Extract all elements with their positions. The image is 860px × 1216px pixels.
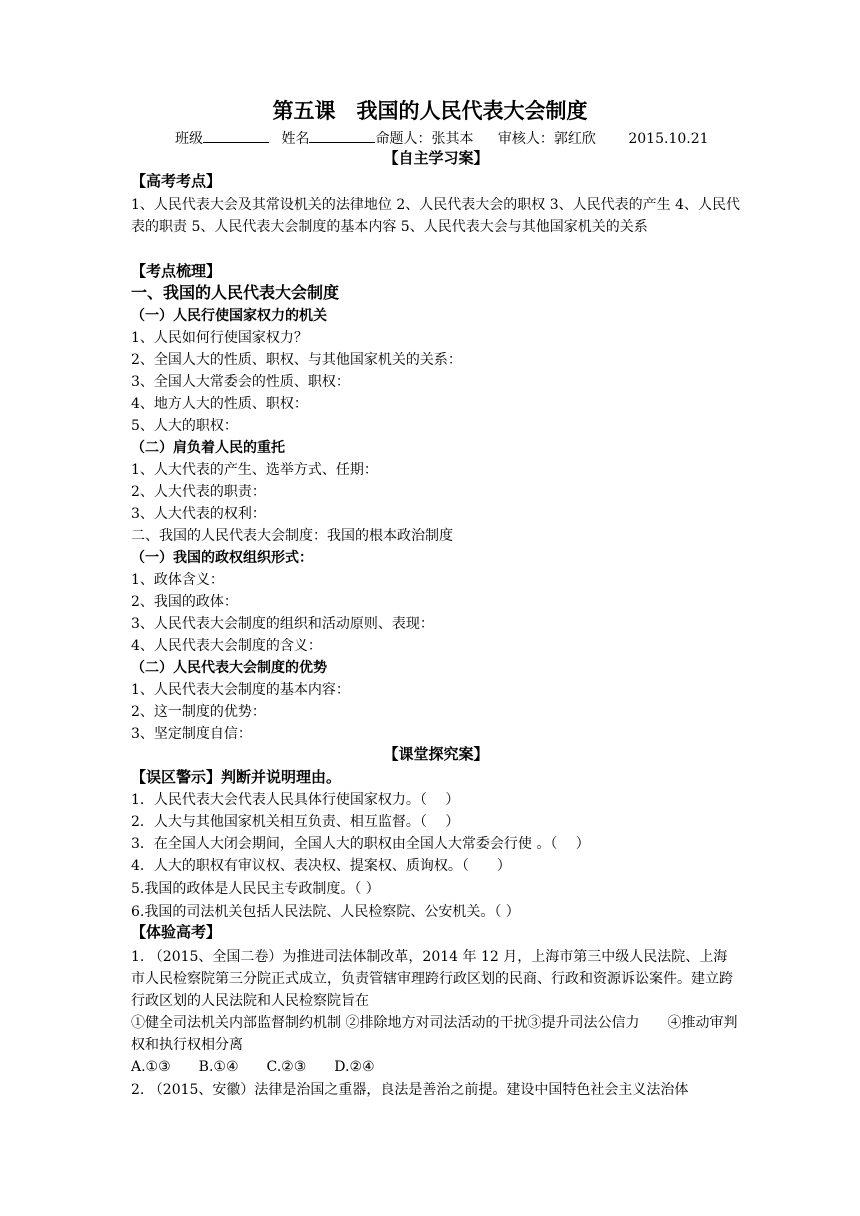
question-2-stem: 2. （2015、安徽）法律是治国之重器，良法是善治之前提。建设中国特色社会主义法治体 — [131, 1082, 689, 1098]
question-1-stem: 1. （2015、全国二卷）为推进司法体制改革，2014 年 12 月，上海市第三中级人民法院、上海市人民检察院第三分院正式成立，负责管辖审理跨行政区划的民商、行政和资源诉讼案件。建立跨行政区划的人民法院和人民检察院旨在 — [131, 949, 733, 1009]
list-item: 1、人民代表大会制度的基本内容： — [131, 682, 350, 698]
name-blank — [309, 128, 375, 143]
reviewer-label: 审核人：郭红欣 — [497, 131, 596, 147]
shuli-heading: 【考点梳理】 — [131, 262, 222, 280]
question-1-options: ①健全司法机关内部监督制约机制 ②排除地方对司法活动的干扰③提升司法公信力 ④推动审判权和执行权相分离 — [131, 1015, 738, 1053]
list-item: 2、全国人大的性质、职权、与其他国家机关的关系： — [131, 352, 462, 368]
class-blank — [203, 128, 269, 143]
tiyan-heading: 【体验高考】 — [131, 923, 222, 941]
list-item: 1、人民如何行使国家权力？ — [131, 330, 308, 346]
list-item: 4、人民代表大会制度的含义： — [131, 638, 322, 654]
part1-sub1: （一）人民行使国家权力的机关 — [131, 308, 327, 324]
date-label: 2015.10.21 — [628, 131, 709, 147]
class-label: 班级 — [175, 131, 203, 147]
list-item: 5、人大的职权： — [131, 418, 238, 434]
list-item: 2、我国的政体： — [131, 594, 238, 610]
judgement-item: 6.我国的司法机关包括人民法院、人民检察院、公安机关。（ ） — [131, 904, 520, 920]
list-item: 3、人大代表的权利： — [131, 506, 266, 522]
judgement-item: 1．人民代表大会代表人民具体行使国家权力。（ ） — [131, 792, 460, 808]
judgement-item: 3．在全国人大闭会期间，全国人大的职权由全国人大常委会行使 。（ ） — [131, 836, 590, 852]
list-item: 3、坚定制度自信： — [131, 726, 252, 742]
list-item: 2、这一制度的优势： — [131, 704, 266, 720]
list-item: 1、政体含义： — [131, 572, 224, 588]
wuqu-heading: 【误区警示】判断并说明理由。 — [131, 768, 342, 786]
kaodian-text: 1、人民代表大会及其常设机关的法律地位 2、人民代表大会的职权 3、人民代表的产生 4、人民代表的职责 5、人民代表大会制度的基本内容 5、人民代表大会与其他国家机关的关系 — [131, 197, 740, 235]
section-title-classroom: 【课堂探究案】 — [383, 745, 489, 763]
part1-sub2: （二）肩负着人民的重托 — [131, 440, 285, 456]
document-meta — [175, 128, 735, 148]
list-item: 3、人民代表大会制度的组织和活动原则、表现： — [131, 616, 434, 632]
list-item: 4、地方人大的性质、职权： — [131, 396, 308, 412]
section-title-self-study: 【自主学习案】 — [383, 149, 489, 167]
judgement-item: 4．人大的职权有审议权、表决权、提案权、质询权。（ ） — [131, 858, 511, 874]
judgement-item: 5.我国的政体是人民民主专政制度。（ ） — [131, 881, 380, 897]
judgement-item: 2．人大与其他国家机关相互负责、相互监督。（ ） — [131, 814, 460, 830]
author-label: 命题人：张其本 — [375, 131, 474, 147]
part1-title: 一、我国的人民代表大会制度 — [131, 283, 340, 302]
name-label: 姓名 — [281, 131, 310, 147]
question-1-choices: A.①③ B.①④ C.②③ D.②④ — [131, 1059, 375, 1075]
document-title: 第五课 我国的人民代表大会制度 — [272, 98, 588, 123]
list-item: 2、人大代表的职责： — [131, 484, 266, 500]
part2-title: 二、我国的人民代表大会制度：我国的根本政治制度 — [131, 528, 453, 544]
part2-sub1: （一）我国的政权组织形式： — [131, 550, 313, 566]
kaodian-heading: 【高考考点】 — [131, 172, 222, 190]
part2-sub2: （二）人民代表大会制度的优势 — [131, 660, 327, 676]
list-item: 3、全国人大常委会的性质、职权： — [131, 374, 350, 390]
list-item: 1、人大代表的产生、选举方式、任期： — [131, 462, 378, 478]
